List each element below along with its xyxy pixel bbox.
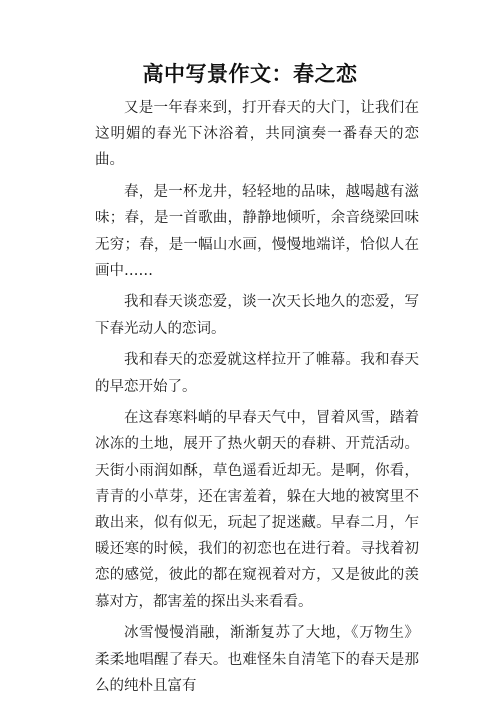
document-title: 高中写景作文：春之恋 (142, 61, 358, 86)
paragraph: 冰雪慢慢消融，渐渐复苏了大地，《万物生》柔柔地唱醒了春天。也难怪朱自清笔下的春天是那么的纯朴且富有 (95, 625, 419, 694)
paragraph: 在这春寒料峭的早春天气中，冒着风雪，踏着冰冻的土地，展开了热火朝天的春耕、开荒活动。天街小雨润如酥，草色遥看近却无。是啊，你看，青青的小草芽，还在害羞着，躲在大地的被窝里不敢出来，似有似无，玩起了捉迷藏。早春二月，乍暖还寒的时候，我们的初恋也在进行着。寻找着初恋的感觉，彼此的都在窥视着对方，又是彼此的羡慕对方，都害羞的探出头来看看。 (95, 410, 419, 610)
paragraph: 我和春天谈恋爱，谈一次天长地久的恋爱，写下春光动人的恋词。 (95, 294, 419, 337)
paragraph: 我和春天的恋爱就这样拉开了帷幕。我和春天的早恋开始了。 (95, 352, 419, 395)
paragraph: 春，是一杯龙井，轻轻地的品味，越喝越有滋味；春，是一首歌曲，静静地倾听，余音绕梁回味无穷；春，是一幅山水画，慢慢地端详，恰似人在画中…… (95, 184, 419, 279)
document-body (95, 95, 419, 704)
paragraph: 又是一年春来到，打开春天的大门，让我们在这明媚的春光下沐浴着，共同演奏一番春天的恋曲。 (95, 100, 419, 169)
